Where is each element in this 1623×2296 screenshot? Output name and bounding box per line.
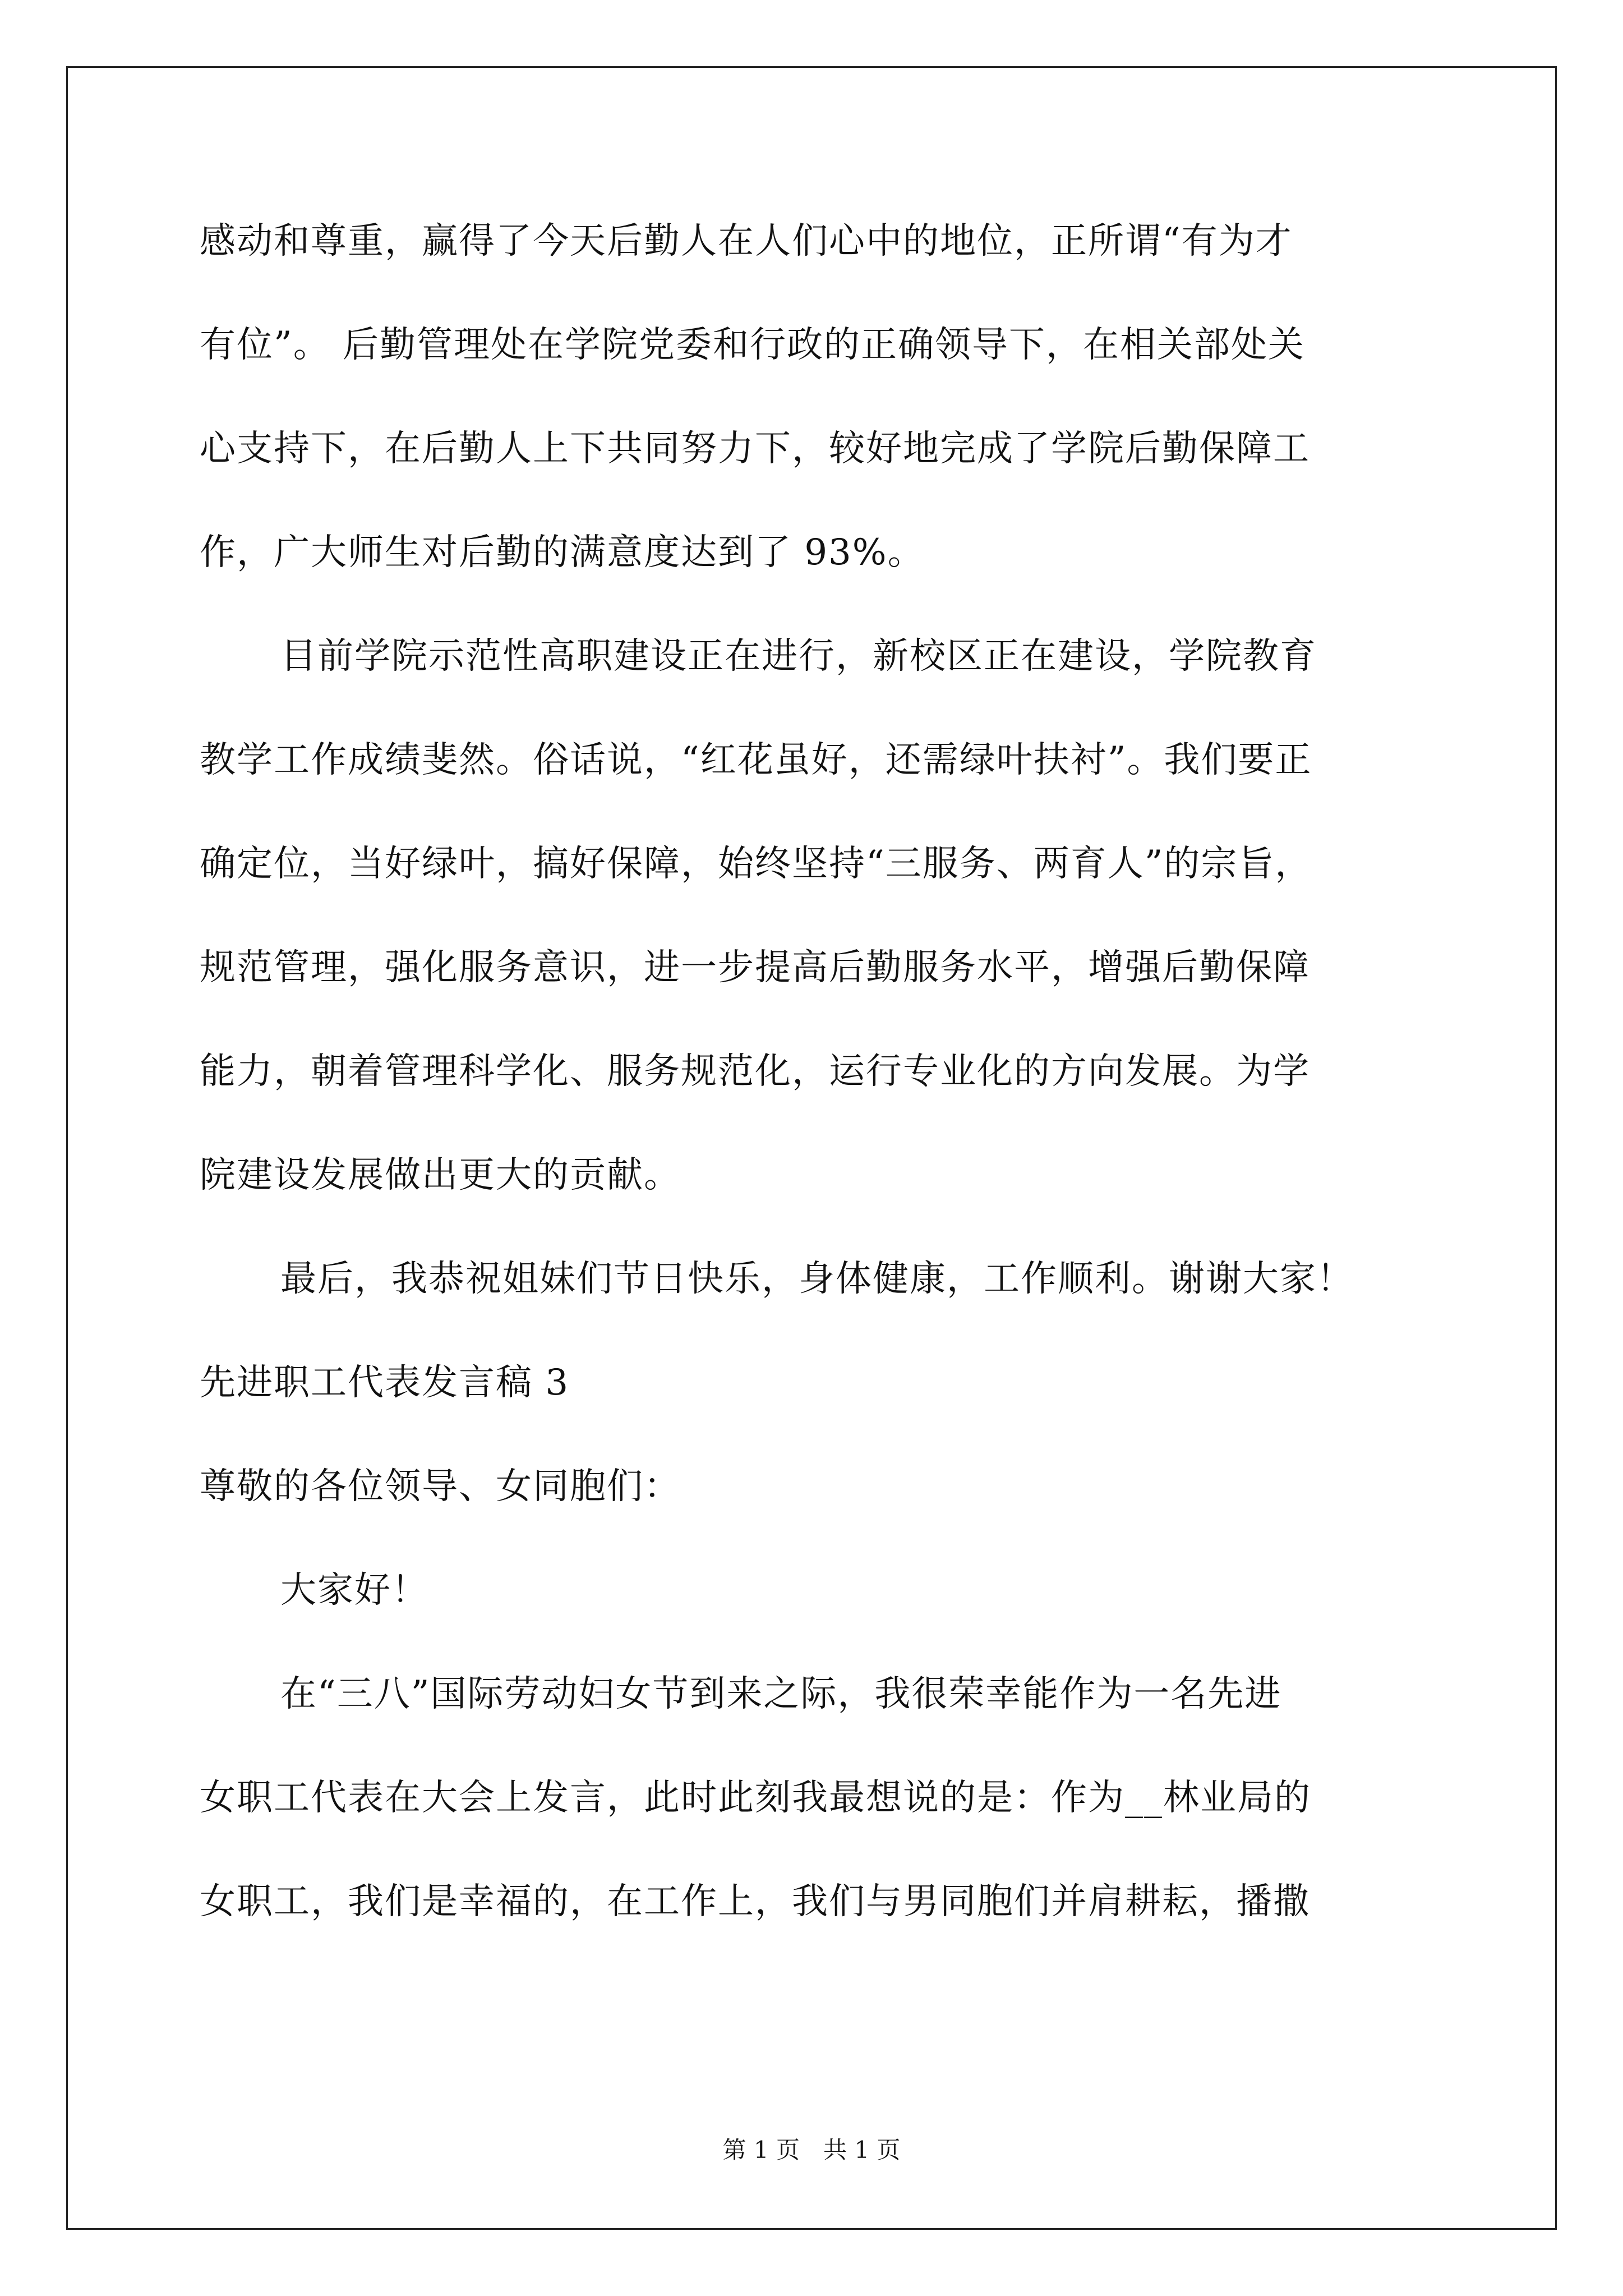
text-line: 教学工作成绩斐然。俗话说，“红花虽好，还需绿叶扶衬”。我们要正 <box>200 739 1312 781</box>
section-heading: 先进职工代表发言稿 3 <box>200 1362 570 1404</box>
text-line: 有位”。 后勤管理处在学院党委和行政的正确领导下，在相关部处关 <box>200 324 1306 366</box>
text-line: 女职工，我们是幸福的，在工作上，我们与男同胞们并肩耕耘，播撒 <box>200 1881 1310 1922</box>
text-line: 确定位，当好绿叶，搞好保障，始终坚持“三服务、两育人”的宗旨， <box>200 843 1312 885</box>
text-line: 在“三八”国际劳动妇女节到来之际，我很荣幸能作为一名先进 <box>280 1673 1282 1715</box>
text-line: 院建设发展做出更大的贡献。 <box>200 1154 681 1196</box>
text-line: 能力，朝着管理科学化、服务规范化，运行专业化的方向发展。为学 <box>200 1051 1310 1092</box>
text-line: 最后，我恭祝姐妹们节日快乐，身体健康，工作顺利。谢谢大家！ <box>280 1258 1354 1300</box>
text-line: 感动和尊重，赢得了今天后勤人在人们心中的地位，正所谓“有为才 <box>200 220 1293 262</box>
text-line: 目前学院示范性高职建设正在进行，新校区正在建设，学院教育 <box>280 636 1317 677</box>
text-line: 作，广大师生对后勤的满意度达到了 93%。 <box>200 532 925 573</box>
salutation: 尊敬的各位领导、女同胞们： <box>200 1466 681 1507</box>
text-line: 女职工代表在大会上发言，此时此刻我最想说的是：作为__林业局的 <box>200 1777 1311 1819</box>
text-line: 规范管理，强化服务意识，进一步提高后勤服务水平，增强后勤保障 <box>200 947 1310 988</box>
greeting: 大家好！ <box>280 1570 428 1611</box>
page-footer: 第 1 页 共 1 页 <box>722 2136 901 2164</box>
text-line: 心支持下，在后勤人上下共同努力下，较好地完成了学院后勤保障工 <box>200 428 1310 470</box>
